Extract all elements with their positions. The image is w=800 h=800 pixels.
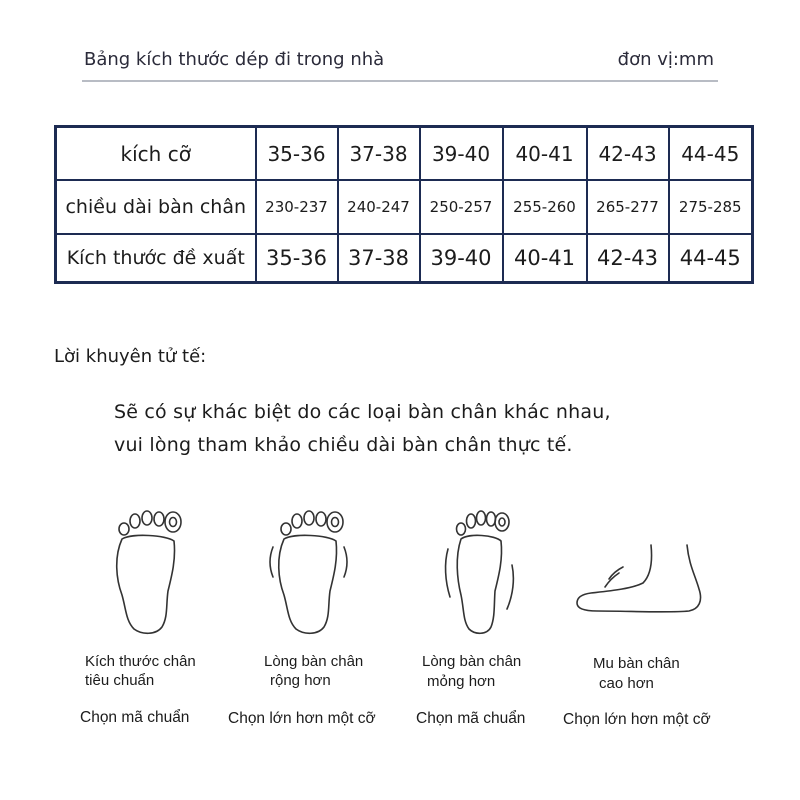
table-cell: 40-41	[503, 234, 587, 283]
table-cell: 265-277	[587, 180, 669, 234]
table-cell: 42-43	[587, 127, 669, 181]
foot-caption: tiêu chuẩn	[85, 672, 155, 689]
row-label: chiều dài bàn chân	[56, 180, 256, 234]
table-cell: 39-40	[420, 234, 503, 283]
table-row-foot-length	[56, 180, 753, 234]
wide-foot-icon	[266, 505, 366, 635]
table-cell: 42-43	[587, 234, 669, 283]
standard-foot-icon	[104, 505, 194, 635]
foot-caption: Lòng bàn chân	[422, 653, 522, 670]
unit-label: đơn vị:mm	[617, 49, 714, 70]
row-label: Kích thước đề xuất	[56, 234, 256, 283]
table-cell: 255-260	[503, 180, 587, 234]
foot-type-high-instep	[561, 505, 741, 765]
advice-text-line: vui lòng tham khảo chiều dài bàn chân thực tế.	[114, 434, 573, 456]
thin-foot-icon	[439, 505, 529, 640]
table-cell: 44-45	[669, 127, 753, 181]
foot-caption: rộng hơn	[270, 672, 331, 689]
header	[82, 44, 718, 82]
table-cell: 40-41	[503, 127, 587, 181]
foot-caption: Mu bàn chân	[593, 655, 680, 672]
foot-caption: mỏng hơn	[427, 673, 496, 690]
foot-type-wide	[228, 505, 408, 765]
foot-recommendation: Chọn lớn hơn một cỡ	[563, 711, 711, 728]
high-instep-foot-icon	[569, 505, 709, 625]
foot-caption: Kích thước chân	[85, 653, 196, 670]
foot-recommendation: Chọn mã chuẩn	[80, 709, 190, 726]
foot-caption: Lòng bàn chân	[264, 653, 364, 670]
table-cell: 37-38	[338, 127, 420, 181]
table-row-size	[56, 127, 753, 181]
table-cell: 35-36	[256, 127, 338, 181]
advice-text-line: Sẽ có sự khác biệt do các loại bàn chân khác nhau,	[114, 401, 611, 423]
size-table	[54, 125, 754, 284]
page-title: Bảng kích thước dép đi trong nhà	[84, 49, 385, 70]
foot-caption: cao hơn	[599, 675, 654, 692]
table-cell: 230-237	[256, 180, 338, 234]
row-label: kích cỡ	[56, 127, 256, 181]
advice-heading: Lời khuyên tử tế:	[54, 346, 207, 367]
table-row-recommended-size	[56, 234, 753, 283]
table-cell: 240-247	[338, 180, 420, 234]
foot-recommendation: Chọn lớn hơn một cỡ	[228, 710, 376, 727]
table-cell: 44-45	[669, 234, 753, 283]
table-cell: 37-38	[338, 234, 420, 283]
table-cell: 250-257	[420, 180, 503, 234]
foot-recommendation: Chọn mã chuẩn	[416, 710, 526, 727]
table-cell: 35-36	[256, 234, 338, 283]
table-cell: 39-40	[420, 127, 503, 181]
table-cell: 275-285	[669, 180, 753, 234]
